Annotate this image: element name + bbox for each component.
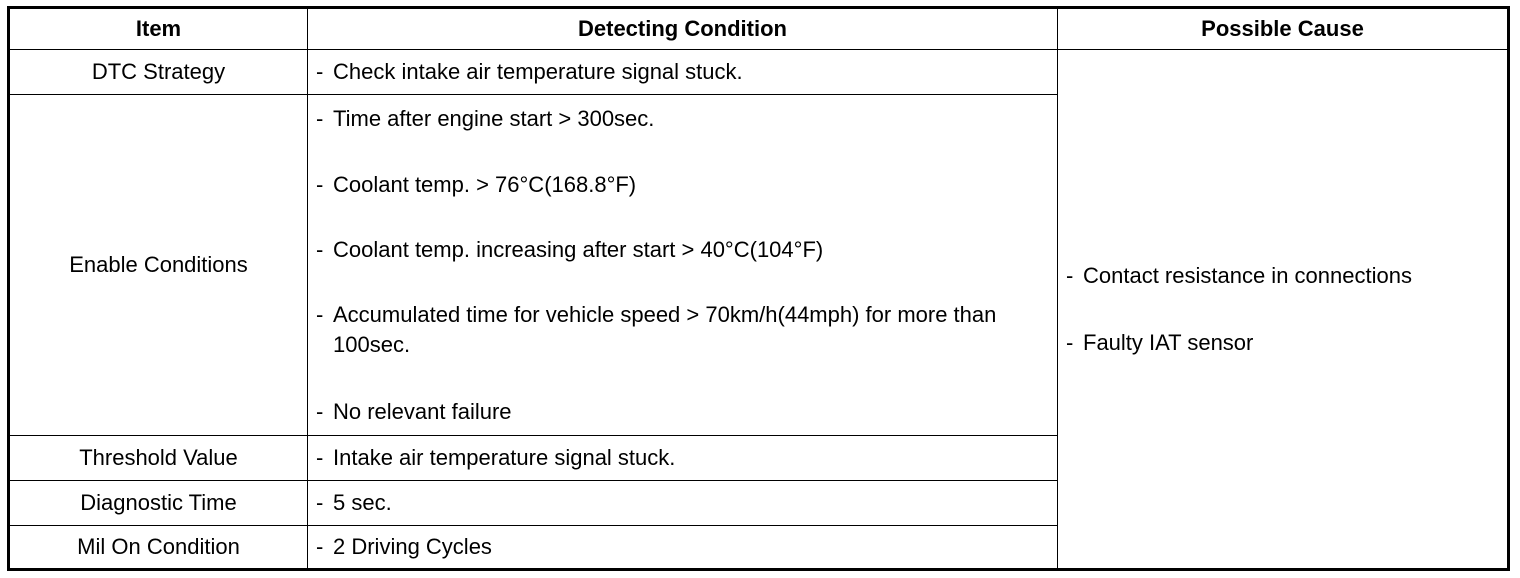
bullet-dash: - [316,301,324,327]
cause-line [1066,261,1507,291]
condition-text: Coolant temp. increasing after start > 40°C(104°F) [333,236,824,262]
possible-cause-cell [1058,50,1509,570]
condition-cell [308,481,1058,526]
item-cell: Diagnostic Time [9,481,308,526]
header-detecting-condition: Detecting Condition [308,8,1058,50]
header-possible-cause: Possible Cause [1058,8,1509,50]
condition-text: 5 sec. [333,490,392,515]
bullet-dash: - [316,59,324,84]
condition-line [316,300,1037,360]
condition-line [316,488,1037,518]
bullet-dash: - [316,398,324,424]
condition-text: Accumulated time for vehicle speed > 70km/h(44mph) for more than 100sec. [333,301,997,357]
header-item: Item [9,8,308,50]
bullet-dash: - [316,105,324,131]
condition-text: Check intake air temperature signal stuck. [333,59,743,84]
item-cell: Enable Conditions [9,95,308,436]
header-row [9,8,1509,50]
condition-cell [308,95,1058,436]
condition-line [316,397,1037,427]
bullet-dash: - [316,490,324,515]
bullet-dash: - [316,171,324,197]
condition-cell [308,50,1058,95]
condition-line [316,235,1037,265]
condition-line [316,170,1037,200]
item-cell: Threshold Value [9,436,308,481]
cause-text: Faulty IAT sensor [1083,329,1254,355]
condition-cell [308,526,1058,570]
diagnostic-spec-table [7,6,1510,571]
condition-line [316,104,1037,134]
cause-text: Contact resistance in connections [1083,262,1412,288]
condition-line [316,57,1037,87]
cause-line [1066,328,1507,358]
condition-text: Intake air temperature signal stuck. [333,445,676,470]
item-cell: Mil On Condition [9,526,308,570]
condition-cell [308,436,1058,481]
table-row-dtc-strategy [9,50,1509,95]
bullet-dash: - [316,236,324,262]
bullet-dash: - [316,445,324,470]
item-cell: DTC Strategy [9,50,308,95]
condition-line [316,532,1037,562]
condition-text: Time after engine start > 300sec. [333,105,655,131]
condition-text: 2 Driving Cycles [333,534,492,559]
condition-line [316,443,1037,473]
condition-text: No relevant failure [333,398,512,424]
bullet-dash: - [316,534,324,559]
bullet-dash: - [1066,262,1074,288]
condition-text: Coolant temp. > 76°C(168.8°F) [333,171,637,197]
bullet-dash: - [1066,329,1074,355]
